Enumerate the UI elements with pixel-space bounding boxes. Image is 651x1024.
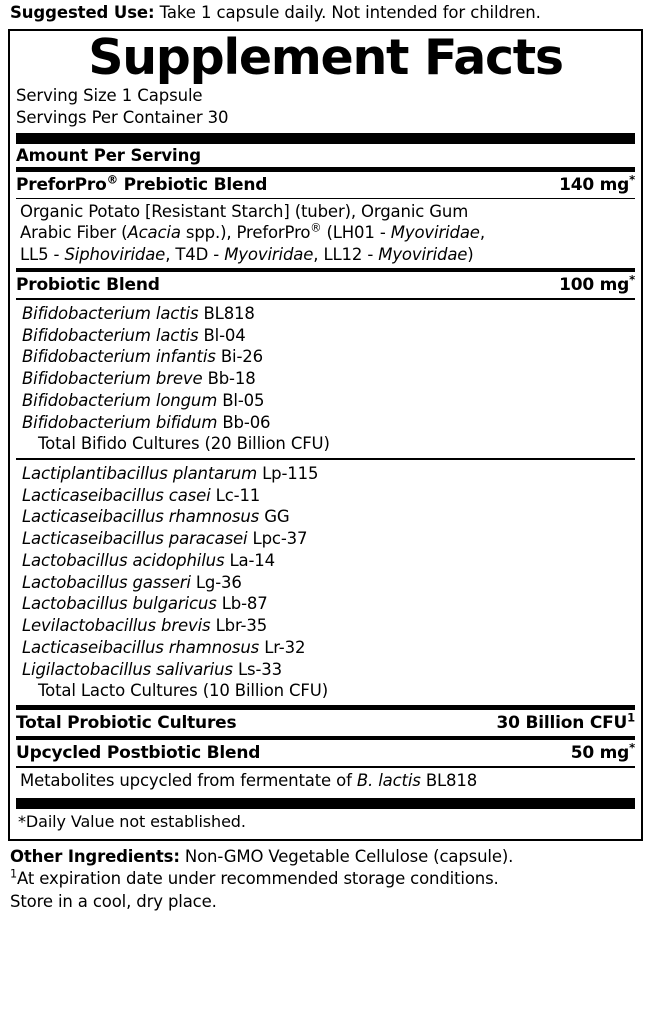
lacto-total: Total Lacto Cultures (10 Billion CFU): [38, 681, 328, 701]
prebiotic-name-suffix: Prebiotic Blend: [117, 174, 268, 195]
prebiotic-blend-row: [16, 172, 635, 198]
list-item: [22, 615, 635, 637]
list-item: [22, 368, 635, 390]
prebiotic-blend-name: [16, 171, 268, 196]
strain-genus: Lacticaseibacillus rhamnosus: [22, 637, 260, 657]
prebiotic-description: [16, 199, 635, 267]
prebiotic-desc-3-italic1: Siphoviridae: [64, 244, 166, 264]
strain-code: Bb-06: [217, 412, 271, 432]
postbiotic-desc-b: BL818: [420, 770, 478, 790]
strain-code: Bi-26: [215, 347, 263, 367]
postbiotic-blend-name: Upcycled Postbiotic Blend: [16, 743, 261, 764]
strain-code: Lpc-37: [247, 529, 308, 549]
list-item: [22, 637, 635, 659]
prebiotic-desc-2a: Arabic Fiber (: [20, 223, 128, 243]
prebiotic-desc-line-3: [20, 244, 635, 265]
storage-note-text: Store in a cool, dry place.: [10, 891, 217, 911]
servings-per-container: Servings Per Container 30: [16, 107, 229, 127]
list-item: [22, 506, 635, 528]
strain-genus: Bifidobacterium lactis: [22, 303, 199, 323]
list-item: [22, 303, 635, 325]
divider-thick-top: [16, 133, 635, 144]
expiration-note-mark: 1: [10, 867, 17, 881]
bifido-strain-list: [16, 300, 635, 458]
postbiotic-blend-amount: [571, 742, 635, 764]
divider-thick-bottom: [16, 798, 635, 809]
strain-genus: Bifidobacterium lactis: [22, 325, 199, 345]
postbiotic-desc-italic: B. lactis: [356, 770, 421, 790]
strain-code: Bl-05: [217, 390, 265, 410]
strain-code: Lr-32: [259, 637, 306, 657]
postbiotic-desc-a: Metabolites upcycled from fermentate of: [20, 770, 357, 790]
total-cultures-value: 30 Billion CFU: [496, 712, 628, 733]
postbiotic-blend-row: [16, 740, 635, 766]
total-probiotic-cultures-label: Total Probiotic Cultures: [16, 712, 237, 733]
strain-genus: Lactobacillus gasseri: [22, 572, 191, 592]
bifido-total: Total Bifido Cultures (20 Billion CFU): [38, 434, 330, 454]
other-ingredients: [8, 841, 643, 867]
suggested-use-label: Suggested Use:: [10, 3, 155, 22]
strain-code: Lb-87: [216, 594, 268, 614]
suggested-use-text: Take 1 capsule daily. Not intended for children.: [159, 3, 541, 22]
strain-genus: Lactiplantibacillus plantarum: [22, 463, 257, 483]
prebiotic-amount-mark: *: [629, 171, 635, 186]
strain-code: Lbr-35: [210, 616, 268, 636]
prebiotic-desc-2c: (LH01 -: [321, 223, 391, 243]
serving-size: Serving Size 1 Capsule: [16, 85, 203, 105]
storage-note: [8, 890, 643, 912]
probiotic-blend-row: [16, 272, 635, 298]
strain-code: Lg-36: [190, 572, 242, 592]
expiration-note-line-1: At expiration date under recommended storage conditions.: [17, 869, 499, 889]
probiotic-amount-value: 100 mg: [559, 275, 630, 296]
lacto-strain-list: [16, 460, 635, 705]
postbiotic-amount-mark: *: [629, 740, 635, 755]
daily-value-note: *Daily Value not established.: [18, 812, 246, 832]
list-item: [22, 390, 635, 412]
supplement-facts-panel: [8, 29, 643, 841]
strain-genus: Lacticaseibacillus casei: [22, 485, 211, 505]
panel-title: Supplement Facts: [88, 28, 563, 86]
strain-genus: Ligilactobacillus salivarius: [22, 659, 233, 679]
other-ingredients-label: Other Ingredients:: [10, 846, 180, 866]
prebiotic-blend-amount: [559, 171, 635, 196]
total-probiotic-cultures-row: [16, 710, 635, 736]
strain-code: La-14: [224, 550, 275, 570]
list-item: [22, 528, 635, 550]
strain-genus: Bifidobacterium breve: [22, 369, 203, 389]
strain-genus: Bifidobacterium longum: [22, 390, 218, 410]
suggested-use: [8, 0, 643, 29]
list-item: [22, 346, 635, 368]
prebiotic-name-text: PreforPro: [16, 174, 107, 195]
total-cultures-mark: 1: [627, 710, 635, 725]
strain-genus: Lacticaseibacillus paracasei: [22, 529, 248, 549]
probiotic-blend-name: Probiotic Blend: [16, 275, 160, 296]
prebiotic-registered-mark: ®: [106, 171, 118, 186]
prebiotic-desc-2-italic2: Myoviridae: [390, 223, 480, 243]
list-item: [22, 485, 635, 507]
postbiotic-description: [16, 768, 635, 794]
other-ingredients-text: Non-GMO Vegetable Cellulose (capsule).: [184, 846, 514, 866]
prebiotic-desc-2-italic: Acacia: [127, 223, 181, 243]
prebiotic-desc-3c: , LL12 -: [313, 244, 379, 264]
probiotic-blend-amount: [559, 274, 635, 296]
strain-code: Bl-04: [198, 325, 246, 345]
strain-code: BL818: [198, 303, 255, 323]
prebiotic-desc-1-text: Organic Potato [Resistant Starch] (tuber), Organic Gum: [20, 202, 469, 222]
list-item: [22, 463, 635, 485]
total-probiotic-cultures-amount: [497, 712, 635, 734]
prebiotic-desc-line-2: [20, 222, 635, 243]
amount-per-serving-header: Amount Per Serving: [16, 146, 201, 166]
postbiotic-amount-value: 50 mg: [570, 743, 630, 764]
strain-genus: Bifidobacterium bifidum: [22, 412, 218, 432]
prebiotic-desc-2b: spp.), PreforPro: [180, 223, 311, 243]
strain-code: GG: [259, 507, 290, 527]
strain-code: Lp-115: [257, 463, 319, 483]
strain-code: Bb-18: [202, 369, 256, 389]
prebiotic-desc-line-1: [20, 201, 635, 222]
list-item: [22, 325, 635, 347]
list-item: [22, 659, 635, 681]
strain-genus: Lactobacillus bulgaricus: [22, 594, 217, 614]
list-item: [22, 572, 635, 594]
strain-genus: Lacticaseibacillus rhamnosus: [22, 507, 260, 527]
prebiotic-desc-3d: ): [467, 244, 474, 264]
prebiotic-desc-3-italic2: Myoviridae: [224, 244, 314, 264]
list-item: [22, 412, 635, 434]
expiration-note: [8, 867, 643, 889]
prebiotic-desc-3-italic3: Myoviridae: [378, 244, 468, 264]
strain-code: Lc-11: [210, 485, 261, 505]
list-item: [22, 593, 635, 615]
strain-genus: Lactobacillus acidophilus: [22, 550, 225, 570]
prebiotic-amount-value: 140 mg: [559, 174, 630, 195]
prebiotic-desc-2d: ,: [479, 223, 485, 243]
list-item: [22, 550, 635, 572]
prebiotic-desc-3a: LL5 -: [20, 244, 65, 264]
strain-code: Ls-33: [232, 659, 282, 679]
probiotic-amount-mark: *: [629, 272, 635, 287]
strain-genus: Bifidobacterium infantis: [22, 347, 216, 367]
prebiotic-desc-2-registered-mark: ®: [310, 221, 322, 235]
prebiotic-desc-3b: , T4D -: [165, 244, 225, 264]
strain-genus: Levilactobacillus brevis: [22, 616, 211, 636]
